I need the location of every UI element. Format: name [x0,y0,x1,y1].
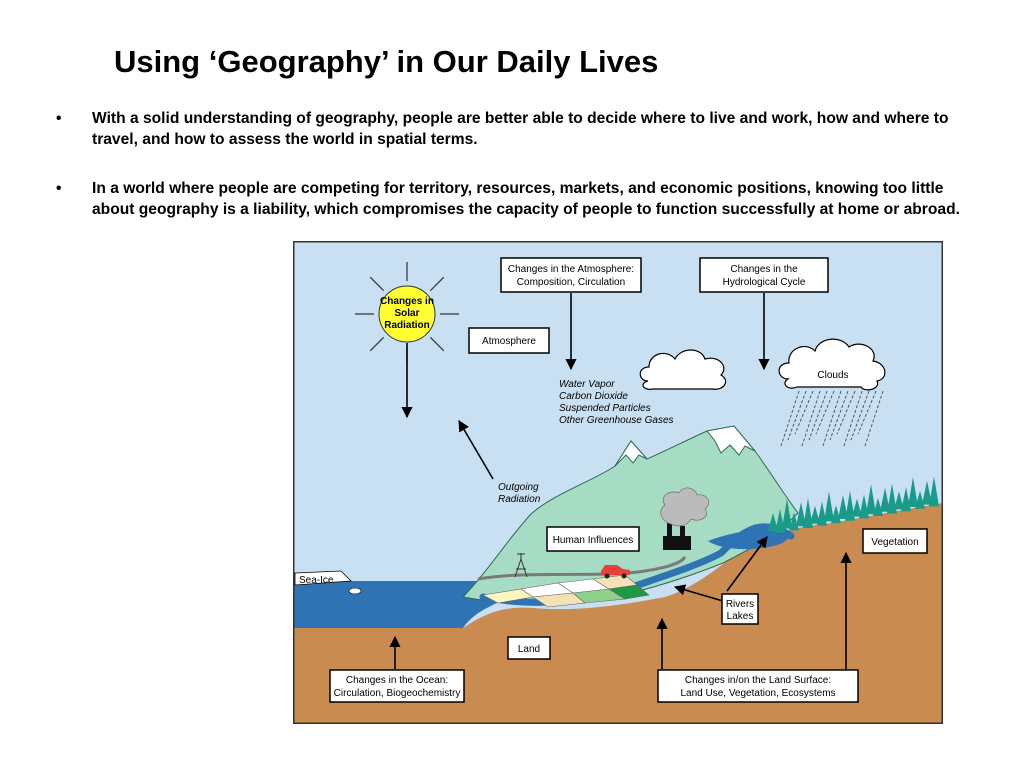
outgoing-radiation-label [498,482,541,505]
bullet-glyph: • [56,110,62,127]
sun-label: Radiation [384,320,430,331]
svg-text:Human Influences: Human Influences [552,535,634,546]
rivers-lakes-box [722,594,758,624]
svg-text:Land Use, Vegetation, Ecosyste: Land Use, Vegetation, Ecosystems [680,688,836,699]
svg-text:Circulation, Biogeochemistry: Circulation, Biogeochemistry [333,688,461,699]
svg-text:Sea-Ice: Sea-Ice [299,575,334,586]
atmosphere-change-box [501,258,641,292]
svg-text:Vegetation: Vegetation [871,537,919,548]
bullet-list [56,108,971,248]
svg-text:Changes in the: Changes in the [730,264,798,275]
human-influences-box [547,527,639,551]
svg-text:Carbon Dioxide: Carbon Dioxide [559,391,628,402]
atmosphere-box [469,328,549,353]
svg-text:Land: Land [517,644,541,655]
svg-text:Water Vapor: Water Vapor [559,379,615,390]
bullet-item [56,108,971,150]
svg-text:Outgoing: Outgoing [498,482,539,493]
svg-text:Radiation: Radiation [498,494,541,505]
hydro-change-box [700,258,828,292]
land-change-box [658,670,858,702]
bullet-text: With a solid understanding of geography, people are better able to decide where to live and work, how and where to travel, and how to assess the world in spatial terms. [92,110,949,148]
svg-text:Changes in/on the Land Surface: Changes in/on the Land Surface: [684,675,832,686]
svg-text:Changes in the Ocean:: Changes in the Ocean: [345,675,449,686]
svg-text:Changes in the Atmosphere:: Changes in the Atmosphere: [507,264,635,275]
vegetation-box [863,529,927,553]
land-box [508,637,550,659]
climate-diagram [293,241,943,724]
svg-text:Suspended Particles: Suspended Particles [559,403,651,414]
svg-text:Atmosphere: Atmosphere [482,336,536,347]
bullet-text: In a world where people are competing for territory, resources, markets, and economic positions, knowing too little about geography is a liability, which compromises the capacity of people to function successfully at home or abroad. [92,180,960,218]
ocean-change-box [330,670,464,702]
bullet-glyph: • [56,180,62,197]
svg-text:Rivers: Rivers [725,599,755,610]
bullet-item [56,178,971,220]
sun-label: Changes in [380,296,434,307]
svg-text:Composition, Circulation: Composition, Circulation [516,277,626,288]
sun-label: Solar [394,308,420,319]
svg-text:Lakes: Lakes [726,611,754,622]
svg-text:Other Greenhouse Gases: Other Greenhouse Gases [559,415,674,426]
slide-title: Using ‘Geography’ in Our Daily Lives [114,44,659,79]
svg-text:Hydrological Cycle: Hydrological Cycle [722,277,806,288]
clouds-label: Clouds [817,370,849,381]
